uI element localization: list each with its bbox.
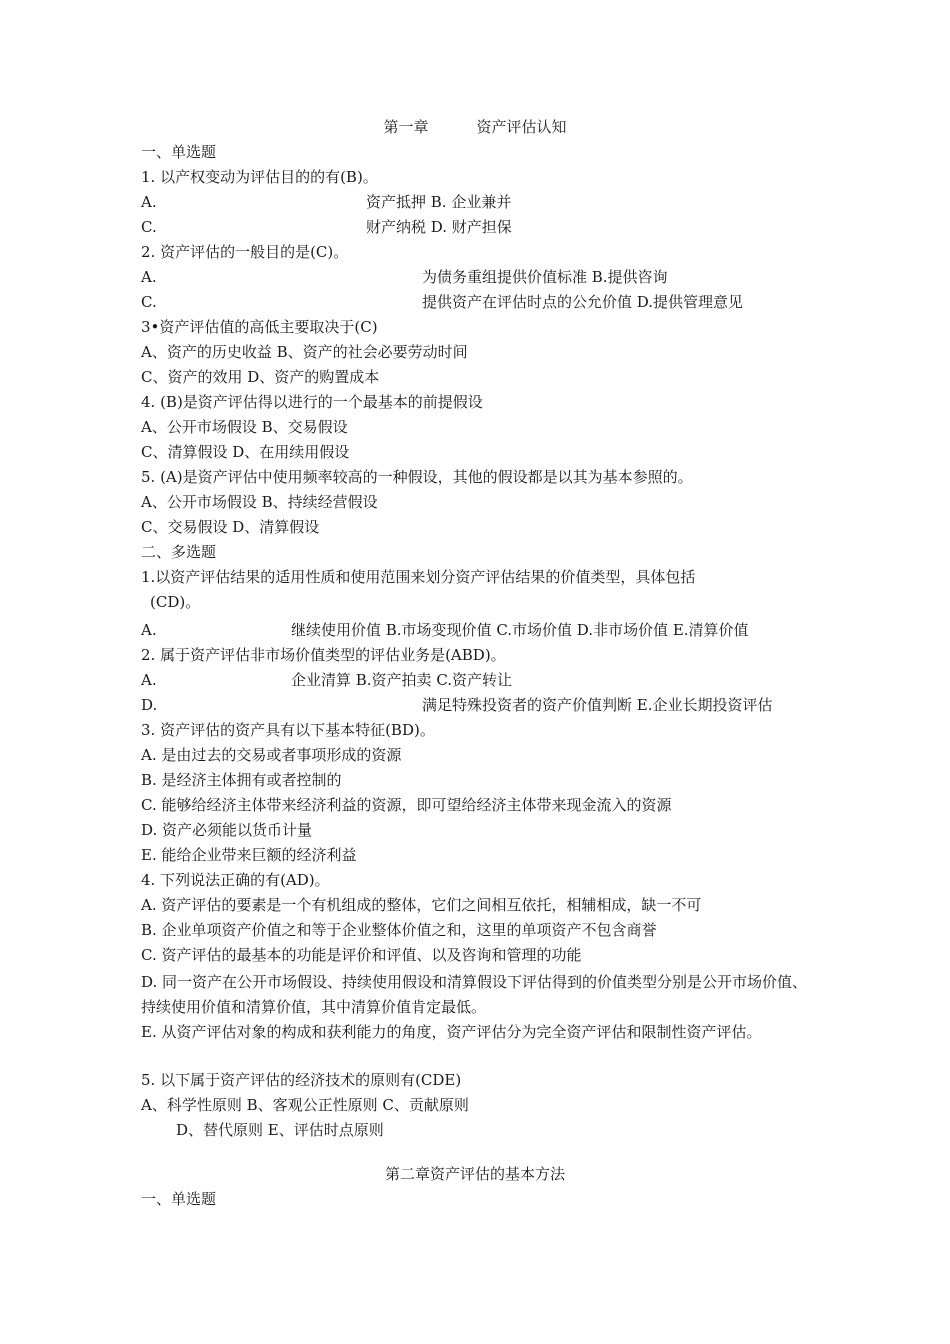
question-4-options-ab: A、公开市场假设 B、交易假设 — [141, 418, 348, 436]
multi-question-1-line-2: (CD)。 — [150, 593, 201, 611]
option-text: 企业清算 B.资产拍卖 C.资产转让 — [291, 671, 513, 689]
multi-question-3-option-e: E. 能给企业带来巨额的经济利益 — [141, 846, 357, 864]
option-text: 满足特殊投资者的资产价值判断 E.企业长期投资评估 — [422, 696, 773, 714]
multi-question-3-option-c: C. 能够给经济主体带来经济利益的资源，即可望给经济主体带来现金流入的资源 — [141, 796, 672, 814]
multi-question-1-line-1: 1.以资产评估结果的适用性质和使用范围来划分资产评估结果的价值类型，具体包括 — [141, 568, 696, 586]
question-1-options-ab — [141, 192, 512, 212]
multi-question-1-options — [141, 620, 749, 640]
option-letter: A. — [141, 621, 157, 639]
option-letter: A. — [141, 671, 157, 689]
option-text: 继续使用价值 B.市场变现价值 C.市场价值 D.非市场价值 E.清算价值 — [291, 621, 749, 639]
multi-question-4: 4. 下列说法正确的有(AD)。 — [141, 871, 330, 889]
multi-question-4-option-e: E. 从资产评估对象的构成和获利能力的角度，资产评估分为完全资产评估和限制性资产评估。 — [141, 1023, 762, 1041]
section-multiple-choice: 二、多选题 — [141, 543, 217, 561]
chapter-1-title — [0, 117, 950, 137]
multi-question-4-option-c: C. 资产评估的最基本的功能是评价和评值、以及咨询和管理的功能 — [141, 946, 582, 964]
multi-question-2: 2. 属于资产评估非市场价值类型的评估业务是(ABD)。 — [141, 646, 506, 664]
option-letter: D. — [141, 696, 158, 714]
question-2-options-ab — [141, 267, 668, 287]
question-2: 2. 资产评估的一般目的是(C)。 — [141, 243, 349, 261]
multi-question-3-option-b: B. 是经济主体拥有或者控制的 — [141, 771, 342, 789]
multi-question-5-options-abc: A、科学性原则 B、客观公正性原则 C、贡献原则 — [141, 1096, 469, 1114]
option-letter: A. — [141, 193, 157, 211]
question-5-options-ab: A、公开市场假设 B、持续经营假设 — [141, 493, 378, 511]
option-text: 财产纳税 D. 财产担保 — [366, 218, 512, 236]
chapter-2-section-single-choice: 一、单选题 — [141, 1190, 217, 1208]
multi-question-4-option-b: B. 企业单项资产价值之和等于企业整体价值之和，这里的单项资产不包含商誉 — [141, 921, 657, 939]
option-text: 资产抵押 B. 企业兼并 — [366, 193, 512, 211]
question-5: 5. (A)是资产评估中使用频率较高的一种假设，其他的假设都是以其为基本参照的。 — [141, 468, 693, 486]
question-1-options-cd — [141, 217, 512, 237]
question-3-options-ab: A、资产的历史收益 B、资产的社会必要劳动时间 — [141, 343, 468, 361]
multi-question-2-options-abc — [141, 670, 513, 690]
multi-question-4-option-a: A. 资产评估的要素是一个有机组成的整体，它们之间相互依托，相辅相成，缺一不可 — [141, 896, 702, 914]
question-3: 3•资产评估值的高低主要取决于(C) — [141, 318, 378, 336]
chapter-1-name: 资产评估认知 — [476, 118, 567, 136]
option-letter: A. — [141, 268, 157, 286]
chapter-2-title: 第二章资产评估的基本方法 — [384, 1165, 565, 1183]
question-4: 4. (B)是资产评估得以进行的一个最基本的前提假设 — [141, 393, 483, 411]
chapter-1-number: 第一章 — [383, 118, 429, 136]
multi-question-4-option-d: D. 同一资产在公开市场假设、持续使用假设和清算假设下评估得到的价值类型分别是公开市场价值、持续使用价值和清算价值，其中清算价值肯定最低。 — [141, 973, 808, 1016]
section-single-choice: 一、单选题 — [141, 143, 217, 161]
question-4-options-cd: C、清算假设 D、在用续用假设 — [141, 443, 350, 461]
option-text: 提供资产在评估时点的公允价值 D.提供管理意见 — [422, 293, 744, 311]
multi-question-3: 3. 资产评估的资产具有以下基本特征(BD)。 — [141, 721, 435, 739]
multi-question-5: 5. 以下属于资产评估的经济技术的原则有(CDE) — [141, 1071, 462, 1089]
question-1: 1. 以产权变动为评估目的的有(B)。 — [141, 168, 378, 186]
multi-question-2-options-de — [141, 695, 773, 715]
multi-question-5-options-de: D、替代原则 E、评估时点原则 — [176, 1121, 384, 1139]
question-5-options-cd: C、交易假设 D、清算假设 — [141, 518, 320, 536]
multi-question-3-option-a: A. 是由过去的交易或者事项形成的资源 — [141, 746, 402, 764]
question-2-options-cd — [141, 292, 744, 312]
option-letter: C. — [141, 293, 157, 311]
multi-question-3-option-d: D. 资产必须能以货币计量 — [141, 821, 313, 839]
question-3-options-cd: C、资产的效用 D、资产的购置成本 — [141, 368, 380, 386]
option-letter: C. — [141, 218, 157, 236]
option-text: 为债务重组提供价值标准 B.提供咨询 — [422, 268, 668, 286]
